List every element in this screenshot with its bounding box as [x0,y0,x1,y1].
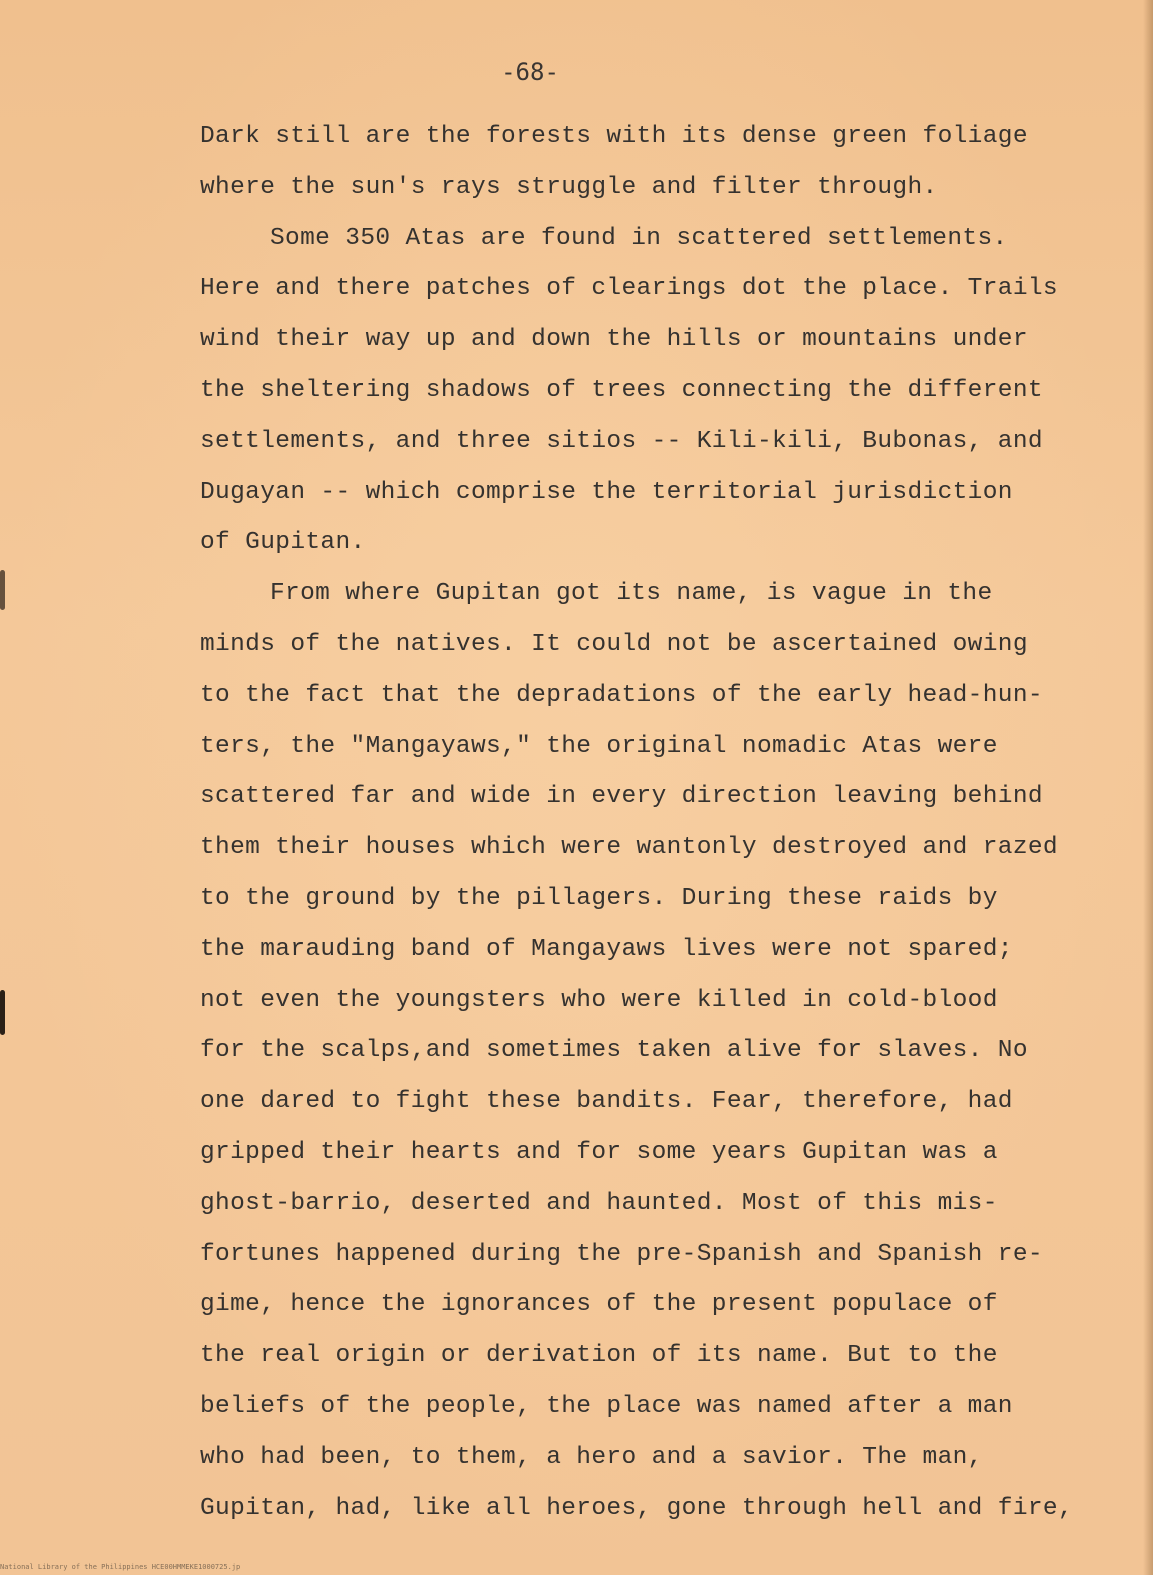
text-line: wind their way up and down the hills or mountains under [200,326,1028,354]
text-line: Dark still are the forests with its dense green foliage [200,123,1028,150]
text-line: scattered far and wide in every direction leaving behind [200,783,1043,811]
text-line: of Gupitan. [200,529,366,557]
text-line: not even the youngsters who were killed in cold-blood [200,986,998,1014]
text-line: Dugayan -- which comprise the territorial jurisdiction [200,478,1013,506]
text-line: where the sun's rays struggle and filter through. [200,173,938,201]
text-line: the real origin or derivation of its name. But to the [200,1342,998,1370]
text-line: one dared to fight these bandits. Fear, therefore, had [200,1088,1013,1116]
text-line: beliefs of the people, the place was named after a man [200,1392,1013,1420]
text-line: Some 350 Atas are found in scattered settlements. [270,224,1008,252]
text-line: to the fact that the depradations of the early head-hun- [200,681,1043,709]
text-line: ters, the "Mangayaws," the original nomadic Atas were [200,732,998,760]
text-line: settlements, and three sitios -- Kili-kili, Bubonas, and [200,427,1043,455]
text-line: them their houses which were wantonly destroyed and razed [200,834,1058,862]
text-line: From where Gupitan got its name, is vague in the [270,580,993,608]
text-line: Gupitan, had, like all heroes, gone through hell and fire, [200,1494,1074,1522]
text-line: to the ground by the pillagers. During these raids by [200,884,998,912]
page-edge-shadow [1143,0,1153,1575]
text-line: who had been, to them, a hero and a savior. The man, [200,1443,983,1471]
body-text [200,112,1105,1534]
text-line: fortunes happened during the pre-Spanish and Spanish re- [200,1240,1043,1268]
text-line: for the scalps,and sometimes taken alive for slaves. No [200,1037,1028,1065]
binding-mark [0,570,5,610]
text-line: the marauding band of Mangayaws lives were not spared; [200,935,1013,963]
footer-watermark: National Library of the Philippines HCE00HMMEKE1000725.jp [0,1563,241,1571]
binding-mark [0,990,5,1035]
text-line: gripped their hearts and for some years Gupitan was a [200,1138,998,1166]
text-line: the sheltering shadows of trees connecting the different [200,376,1043,404]
text-line: Here and there patches of clearings dot the place. Trails [200,275,1058,303]
text-line: ghost-barrio, deserted and haunted. Most of this mis- [200,1189,998,1217]
text-line: gime, hence the ignorances of the present populace of [200,1291,998,1319]
page-number: -68- [501,58,559,86]
text-line: minds of the natives. It could not be ascertained owing [200,630,1028,658]
